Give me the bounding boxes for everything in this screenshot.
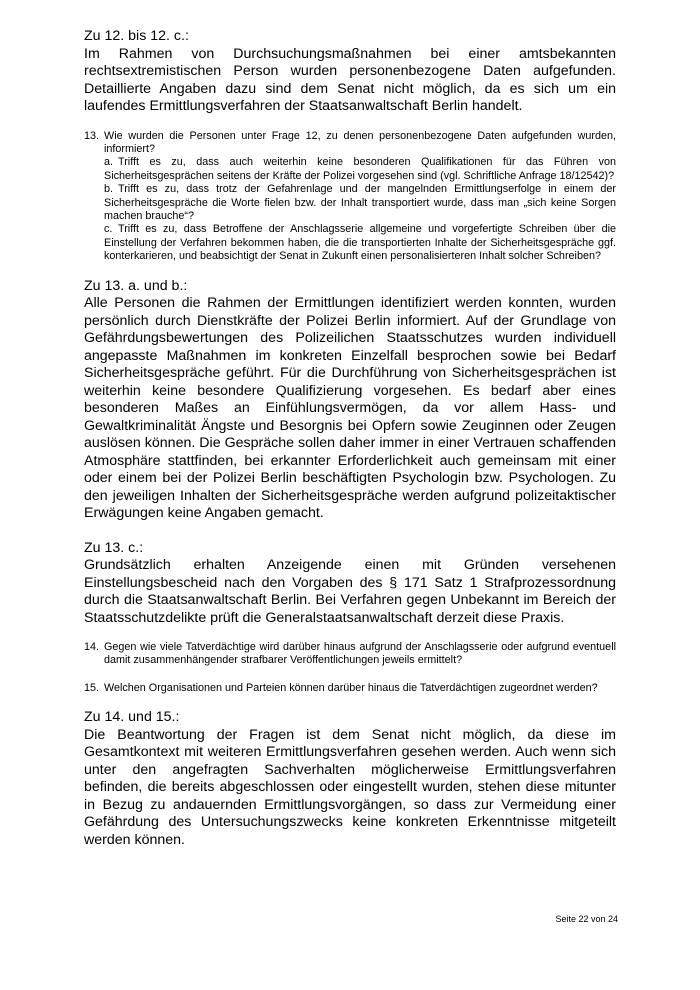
question-14 bbox=[84, 641, 616, 668]
question-text: Gegen wie viele Tatverdächtige wird darüber hinaus aufgrund der Anschlagsserie oder aufgrund eventuell damit zusammenhängender strafbarer Veröffentlichungen jeweils ermittelt? bbox=[104, 641, 616, 667]
section-heading: Zu 12. bis 12. c.: bbox=[84, 28, 189, 44]
question-text: Welchen Organisationen und Parteien können darüber hinaus die Tatverdächtigen zugeordnet werden? bbox=[104, 681, 598, 694]
section-paragraph: Grundsätzlich erhalten Anzeigende einen mit Gründen versehenen Einstellungsbescheid nach den Vorgaben des § 171 Satz 1 Strafprozessordnung durch die Staatsanwaltschaft Berlin. Bei Verfahren gegen Unbekannt im Bereich der Staatsschutzdelikte prüft die Generalstaatsanwaltschaft derzeit diese Praxis. bbox=[84, 557, 616, 626]
answer-section-13c bbox=[84, 540, 616, 628]
answer-section-14-15 bbox=[84, 709, 616, 849]
page-number: Seite 22 von 24 bbox=[555, 914, 618, 924]
answer-section-12 bbox=[84, 28, 616, 116]
sub-question-b bbox=[104, 183, 616, 223]
section-paragraph: Im Rahmen von Durchsuchungsmaßnahmen bei einer amtsbekannten rechtsextremistischen Person wurden personenbezogene Daten aufgefunden. Detaillierte Angaben dazu sind dem Senat nicht möglich, da es sich um ein laufendes Ermittlungsverfahren der Staatsanwaltschaft Berlin handelt. bbox=[84, 45, 616, 114]
question-13 bbox=[84, 130, 616, 264]
question-number: 15. bbox=[84, 681, 100, 694]
question-number: 14. bbox=[84, 641, 100, 654]
sub-question-c bbox=[104, 223, 616, 263]
answer-section-13ab bbox=[84, 278, 616, 523]
sub-question-text: Trifft es zu, dass auch weiterhin keine besonderen Qualifikationen für das Führen von Sicherheitsgesprächen seitens der Kräfte der Polizei vorgesehen sind (vgl. Schriftliche Anfrage 18/12542)? bbox=[104, 156, 616, 182]
section-paragraph: Die Beantwortung der Fragen ist dem Senat nicht möglich, da diese im Gesamtkontext mit weiteren Ermittlungsverfahren gesehen werden. Auch wenn sich unter den angefragten Sachverhalten möglicherweise Ermittlungsverfahren befinden, die bereits abgeschlossen oder eingestellt wurden, stehen diese mitunter in Bezug zu andauernden Ermittlungsvorgängen, so dass zur Vermeidung einer Gefährdung des Untersuchungszwecks keine konkreten Erkenntnisse mitgeteilt werden können. bbox=[84, 726, 616, 848]
sub-question-a bbox=[104, 156, 616, 183]
section-heading: Zu 13. a. und b.: bbox=[84, 277, 188, 294]
question-text: Wie wurden die Personen unter Frage 12, zu denen personenbezogene Daten aufgefunden wurden, informiert? bbox=[104, 129, 616, 155]
section-heading: Zu 14. und 15.: bbox=[84, 709, 180, 726]
sub-question-text: Trifft es zu, dass Betroffene der Anschlagsserie allgemeine und vorgefertigte Schreiben über die Einstellung der Verfahren bekommen haben, die die transportierten Inhalte der Sicherheitsgespräche ggf. konterkarieren, und beabsichtigt der Senat in Zukunft einen personalisierteren Inhalt solcher Schreiben? bbox=[104, 223, 616, 263]
section-paragraph: Alle Personen die Rahmen der Ermittlungen identifiziert werden konnten, wurden persönlich durch Dienstkräfte der Polizei Berlin informiert. Auf der Grundlage von Gefährdungsbewertungen des Polizeilichen Staatsschutzes wurden individuell angepasste Maßnahmen im konkreten Einzelfall besprochen sowie bei Bedarf Sicherheitsgespräche geführt. Für die Durchführung von Sicherheitsgesprächen ist weiterhin keine besondere Qualifizierung vorgesehen. Es bedarf aber eines besonderen Maßes an Einfühlungsvermögen, da vor allem Hass- und Gewaltkriminalität Ängste und Besorgnis bei Opfern sowie Zeuginnen oder Zeugen auslösen können. Die Gespräche sollen daher immer in einer Vertrauen schaffenden Atmosphäre stattfinden, bei erkannter Erforderlichkeit auch gemeinsam mit einer oder einem bei der Polizei Berlin beschäftigten Psychologin bzw. Psychologen. Zu den jeweiligen Inhalten der Sicherheitsgespräche werden aufgrund polizeitaktischer Erwägungen keine Angaben gemacht. bbox=[84, 295, 616, 522]
sub-question-letter: c. bbox=[104, 223, 113, 236]
question-number: 13. bbox=[84, 129, 100, 142]
document-page bbox=[84, 0, 616, 849]
section-heading: Zu 13. c.: bbox=[84, 539, 144, 556]
sub-question-text: Trifft es zu, dass trotz der Gefahrenlage und der mangelnden Ermittlungserfolge in einem der Sicherheitsgespräche die Worte fielen bzw. der Inhalt transportiert wurde, dass man „sich keine Sorgen machen brauche“? bbox=[104, 183, 616, 222]
question-15 bbox=[84, 682, 616, 695]
sub-question-letter: b. bbox=[104, 183, 114, 196]
sub-question-letter: a. bbox=[104, 156, 114, 169]
